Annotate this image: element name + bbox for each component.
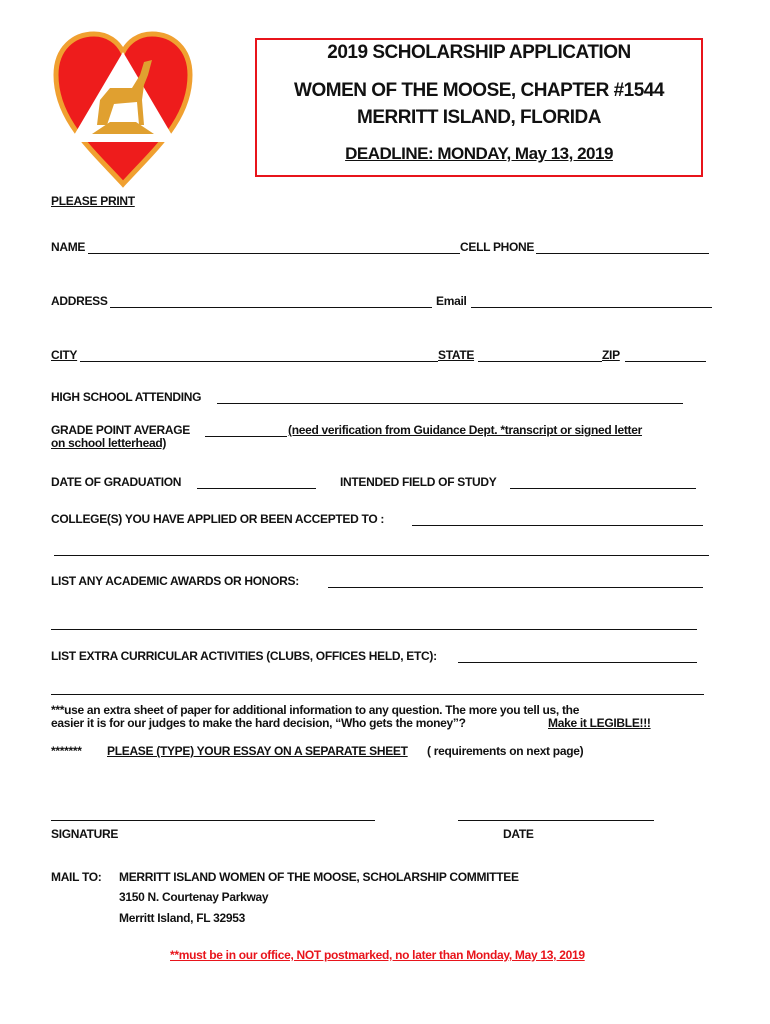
org-location: MERRITT ISLAND, FLORIDA: [357, 107, 601, 128]
essay-stars: *******: [51, 744, 82, 758]
graduation-label: DATE OF GRADUATION: [51, 475, 182, 489]
city-input[interactable]: [80, 361, 438, 362]
gpa-note: (need verification from Guidance Dept. *transcript or signed letter: [288, 423, 642, 437]
extra-sheet-note-cont: easier it is for our judges to make the hard decision, “Who gets the money”?: [51, 716, 466, 730]
essay-note: PLEASE (TYPE) YOUR ESSAY ON A SEPARATE SHEET: [107, 744, 408, 758]
address-label: ADDRESS: [51, 294, 108, 308]
name-input[interactable]: [88, 253, 460, 254]
state-input[interactable]: [478, 361, 602, 362]
email-input[interactable]: [471, 307, 712, 308]
awards-input[interactable]: [328, 587, 703, 588]
gpa-note-cont: on school letterhead): [51, 436, 167, 450]
field-of-study-label: INTENDED FIELD OF STUDY: [340, 475, 497, 489]
zip-label: ZIP: [602, 348, 620, 362]
please-print: PLEASE PRINT: [51, 194, 135, 208]
email-label: Email: [436, 294, 467, 308]
activities-label: LIST EXTRA CURRICULAR ACTIVITIES (CLUBS, OFFICES HELD, ETC):: [51, 649, 437, 663]
gpa-input[interactable]: [205, 436, 287, 437]
mail-address-line-3: Merritt Island, FL 32953: [119, 911, 245, 925]
city-label: CITY: [51, 348, 78, 362]
field-of-study-input[interactable]: [510, 488, 696, 489]
awards-label: LIST ANY ACADEMIC AWARDS OR HONORS:: [51, 574, 299, 588]
zip-input[interactable]: [625, 361, 706, 362]
colleges-label: COLLEGE(S) YOU HAVE APPLIED OR BEEN ACCEPTED TO :: [51, 512, 385, 526]
signature-input[interactable]: [51, 820, 375, 821]
form-title: 2019 SCHOLARSHIP APPLICATION: [327, 42, 631, 63]
colleges-input-line-2[interactable]: [54, 555, 709, 556]
header-box: [255, 38, 703, 177]
address-input[interactable]: [110, 307, 432, 308]
cell-phone-input[interactable]: [536, 253, 709, 254]
postmark-warning: **must be in our office, NOT postmarked, no later than Monday, May 13, 2019: [170, 948, 585, 962]
colleges-input[interactable]: [412, 525, 703, 526]
mail-address-line-1: MERRITT ISLAND WOMEN OF THE MOOSE, SCHOLARSHIP COMMITTEE: [119, 870, 519, 884]
name-label: NAME: [51, 240, 86, 254]
deadline: DEADLINE: MONDAY, May 13, 2019: [345, 144, 613, 163]
activities-input[interactable]: [458, 662, 697, 663]
cell-phone-label: CELL PHONE: [460, 240, 535, 254]
date-label: DATE: [503, 827, 534, 841]
awards-input-line-2[interactable]: [51, 629, 697, 630]
legible-note: Make it LEGIBLE!!!: [548, 716, 651, 730]
high-school-label: HIGH SCHOOL ATTENDING: [51, 390, 202, 404]
state-label: STATE: [438, 348, 475, 362]
mail-address-line-2: 3150 N. Courtenay Parkway: [119, 890, 269, 904]
essay-requirements: ( requirements on next page): [427, 744, 584, 758]
gpa-label: GRADE POINT AVERAGE: [51, 423, 190, 437]
extra-sheet-note: ***use an extra sheet of paper for additional information to any question. The more you tell us, the: [51, 703, 580, 717]
mail-to-label: MAIL TO:: [51, 870, 102, 884]
org-name: WOMEN OF THE MOOSE, CHAPTER #1544: [294, 80, 664, 101]
moose-heart-logo: [52, 30, 194, 188]
date-input[interactable]: [458, 820, 654, 821]
high-school-input[interactable]: [217, 403, 683, 404]
activities-input-line-2[interactable]: [51, 694, 704, 695]
signature-label: SIGNATURE: [51, 827, 119, 841]
graduation-input[interactable]: [197, 488, 316, 489]
